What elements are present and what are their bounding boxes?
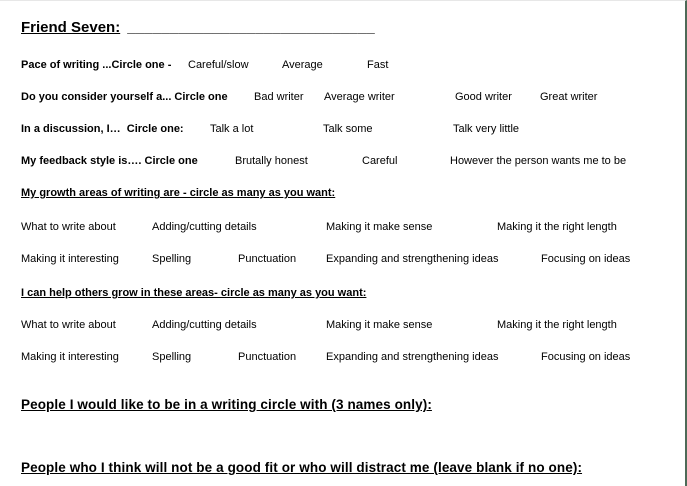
option-however-person-wants[interactable]: However the person wants me to be — [450, 155, 627, 167]
option-fast[interactable]: Fast — [367, 59, 389, 71]
question-feedback-row — [0, 154, 685, 168]
name-blank-field[interactable]: _____________________________ — [127, 19, 375, 36]
option-spelling[interactable]: Spelling — [152, 253, 192, 265]
question-feedback-prompt: My feedback style is…. Circle one — [21, 155, 198, 167]
option-making-it-interesting[interactable]: Making it interesting — [21, 351, 119, 363]
option-brutally-honest[interactable]: Brutally honest — [235, 155, 308, 167]
option-talk-some[interactable]: Talk some — [323, 123, 373, 135]
title-row — [0, 19, 685, 37]
option-right-length[interactable]: Making it the right length — [497, 319, 617, 331]
option-making-it-make-sense[interactable]: Making it make sense — [326, 221, 433, 233]
option-adding-cutting-details[interactable]: Adding/cutting details — [152, 221, 257, 233]
option-adding-cutting-details[interactable]: Adding/cutting details — [152, 319, 257, 331]
option-bad-writer[interactable]: Bad writer — [254, 91, 304, 103]
circle-with-heading-row — [0, 396, 685, 413]
option-punctuation[interactable]: Punctuation — [238, 253, 297, 265]
option-average[interactable]: Average — [282, 59, 323, 71]
option-talk-very-little[interactable]: Talk very little — [453, 123, 520, 135]
option-focusing-on-ideas[interactable]: Focusing on ideas — [541, 351, 631, 363]
option-expanding-ideas[interactable]: Expanding and strengthening ideas — [326, 253, 499, 265]
option-what-to-write-about[interactable]: What to write about — [21, 319, 116, 331]
option-expanding-ideas[interactable]: Expanding and strengthening ideas — [326, 351, 499, 363]
option-making-it-interesting[interactable]: Making it interesting — [21, 253, 119, 265]
help-heading-row — [0, 286, 685, 300]
option-focusing-on-ideas[interactable]: Focusing on ideas — [541, 253, 631, 265]
option-spelling[interactable]: Spelling — [152, 351, 192, 363]
growth-heading: My growth areas of writing are - circle as many as you want: — [21, 187, 336, 199]
option-great-writer[interactable]: Great writer — [540, 91, 598, 103]
not-good-fit-heading: People who I think will not be a good fit or who will distract me (leave blank if no one): — [21, 460, 583, 475]
question-pace-prompt: Pace of writing ...Circle one - — [21, 59, 172, 71]
option-punctuation[interactable]: Punctuation — [238, 351, 297, 363]
question-discussion-row — [0, 122, 685, 136]
not-good-fit-heading-row — [0, 459, 685, 476]
question-writer-type-row — [0, 90, 685, 104]
page-title: Friend Seven: — [21, 19, 121, 36]
option-careful-slow[interactable]: Careful/slow — [188, 59, 249, 71]
option-what-to-write-about[interactable]: What to write about — [21, 221, 116, 233]
circle-with-heading: People I would like to be in a writing circle with (3 names only): — [21, 397, 432, 412]
question-discussion-prompt: In a discussion, I… Circle one: — [21, 123, 184, 135]
help-heading: I can help others grow in these areas- circle as many as you want: — [21, 287, 367, 299]
question-writer-type-prompt: Do you consider yourself a... Circle one — [21, 91, 228, 103]
option-right-length[interactable]: Making it the right length — [497, 221, 617, 233]
option-making-it-make-sense[interactable]: Making it make sense — [326, 319, 433, 331]
option-good-writer[interactable]: Good writer — [455, 91, 512, 103]
growth-heading-row — [0, 186, 685, 200]
option-average-writer[interactable]: Average writer — [324, 91, 395, 103]
option-careful[interactable]: Careful — [362, 155, 398, 167]
option-talk-a-lot[interactable]: Talk a lot — [210, 123, 254, 135]
question-pace-row — [0, 58, 685, 72]
